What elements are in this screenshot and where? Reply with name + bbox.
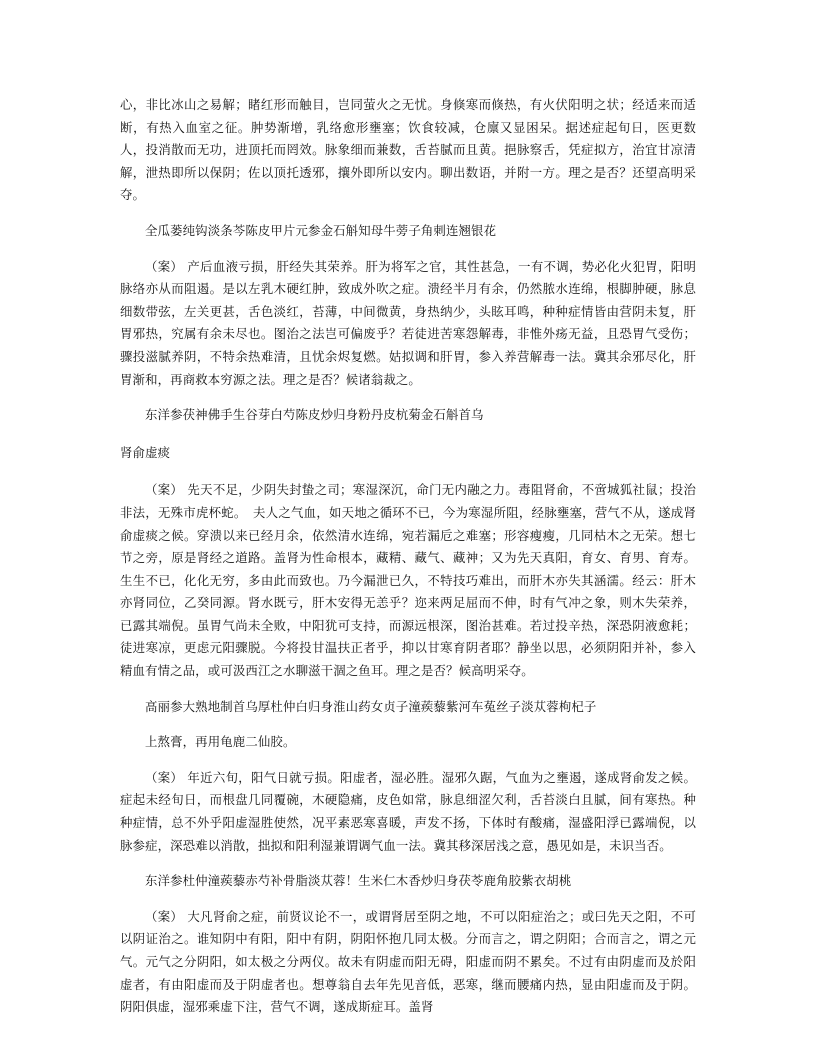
case-note-1: （案） 产后血液亏损，肝经失其荣养。肝为将军之官，其性甚急，一有不调，势必化火犯胃，阳明脉络亦从而阻遏。是以左乳木硬红肿，致成外吹之症。溃经半月有余，仍然脓水连绵，根脚肿硬，脉息细数带弦，左关更甚，舌色淡红，苔薄，中间微黄，身热纳少，头眩耳鸣，种种症情皆由营阴未复，肝胃邪热，究属有余未尽也。图治之法岂可偏废乎？若徒进苦寒怨解毒，非惟外疡无益，且恐胃气受伤；骤投滋腻养阴，不特余热难清，且忧余烬复燃。姑拟调和肝胃，参入养营解毒一法。冀其余邪尽化，肝胃渐和，再商救本穷源之法。理之是否？候诸翁裁之。 xyxy=(120,258,696,387)
prescription-2: 东洋参茯神佛手生谷芽白芍陈皮炒归身粉丹皮杭菊金石斛首乌 xyxy=(145,407,484,423)
case-note-3: （案） 年近六旬，阳气日就亏损。阳虚者，湿必胜。湿邪久踞，气血为之壅遏，遂成肾俞发之候。症起未经旬日，而根盘几同覆碗，木硬隐痛，皮色如常，脉息细涩欠利，舌苔淡白且腻，间有寒热。种种症情，总不外乎阳虚湿胜使然，况平素恶寒喜暖，声发不扬，下体时有酸痛，湿盛阳浮已露端倪，以脉参症，深恐难以消散，拙拟和阳利湿兼谓调气血一法。冀其移深居浅之意，愚见如是，未识当否。 xyxy=(120,769,696,853)
prescription-3-note: 上熬膏，再用龟鹿二仙胶。 xyxy=(145,734,296,750)
case-note-4: （案） 大凡肾俞之症，前贤议论不一，或谓肾居至阴之地，不可以阳症治之；或曰先天之阳，不可以阴证治之。谁知阴中有阳，阳中有阴，阴阳怀抱几同太极。分而言之，谓之阴阳；合而言之，谓之元气。元气之分阴阳，如太极之分两仪。故未有阴虚而阳无碍，阳虚而阴不累矣。不过有由阴虚而及於阳虚者，有由阳虚而及于阴虚者也。想尊翁自去年先见音低，恶寒，继而腰痛内热，显由阳虚而及于阴。阴阳俱虚，湿邪乘虚下注，营气不调，遂成斯症耳。盖肾 xyxy=(120,908,696,1015)
prescription-1: 全瓜蒌纯钩淡条芩陈皮甲片元参金石斛知母牛蒡子角刺连翘银花 xyxy=(145,222,497,238)
section-heading-shenshu: 肾俞虚痰 xyxy=(120,444,171,460)
case-note-2: （案） 先天不足，少阴失封蛰之司；寒湿深沉，命门无内融之力。毒阻肾俞，不啻城狐社鼠；投治非法，无殊市虎杯蛇。 夫人之气血，如天地之循环不已，今为寒湿所阻，经脉壅塞，营气不从，遂成肾俞虚痰之候。穿溃以来已经月余，依然清水连绵，宛若漏卮之难塞；形容瘦瘦，几同枯木之无荣。想七节之旁，原是肾经之道路。盖肾为性命根本，藏精、藏气、藏神；又为先天真阳，育女、育男、育寿。生生不已，化化无穷，多由此而致也。乃今漏泄已久，不特技巧难出，而肝木亦失其涵濡。经云：肝木亦肾同位，乙癸同源。肾水既亏，肝木安得无恙乎？迩来两足屈而不伸，时有气冲之象，则木失荣养，已露其端倪。虽胃气尚未全败，中阳犹可支持，而源远根深，图治甚难。若过投辛热，深恐阴液愈耗；徒进寒凉，更虑元阳骤脱。今将投甘温扶正者乎，抑以甘寒育阴者耶？静坐以思，必须阴阳并补，参入精血有情之品，或可汲西江之水聊滋干涸之鱼耳。理之是否？候高明采夺。 xyxy=(120,482,696,679)
document-page xyxy=(120,94,696,1019)
paragraph-continued: 心，非比冰山之易解；睹红形而触目，岂同萤火之无忧。身倏寒而倏热，有火伏阳明之状；经适来而适断，有热入血室之征。肿势渐增，乳络愈形壅塞；饮食较减，仓廪又显困呆。据述症起旬日，医更数人，投消散而无功，进顶托而罔效。脉象细而兼数，舌苔腻而且黄。挹脉察舌，凭症拟方，治宜甘凉清解，泄热即所以保阴；佐以顶托透邪，攘外即所以安内。聊出数语，并附一方。理之是否？还望高明采夺。 xyxy=(120,97,696,203)
prescription-4: 东洋参杜仲潼蒺藜赤芍补骨脂淡苁蓉！生米仁木香炒归身茯苓鹿角胶紫衣胡桃 xyxy=(145,873,572,889)
prescription-3: 高丽参大熟地制首乌厚杜仲白归身淮山药女贞子潼蒺藜紫河车菟丝子淡苁蓉枸杞子 xyxy=(145,698,597,714)
